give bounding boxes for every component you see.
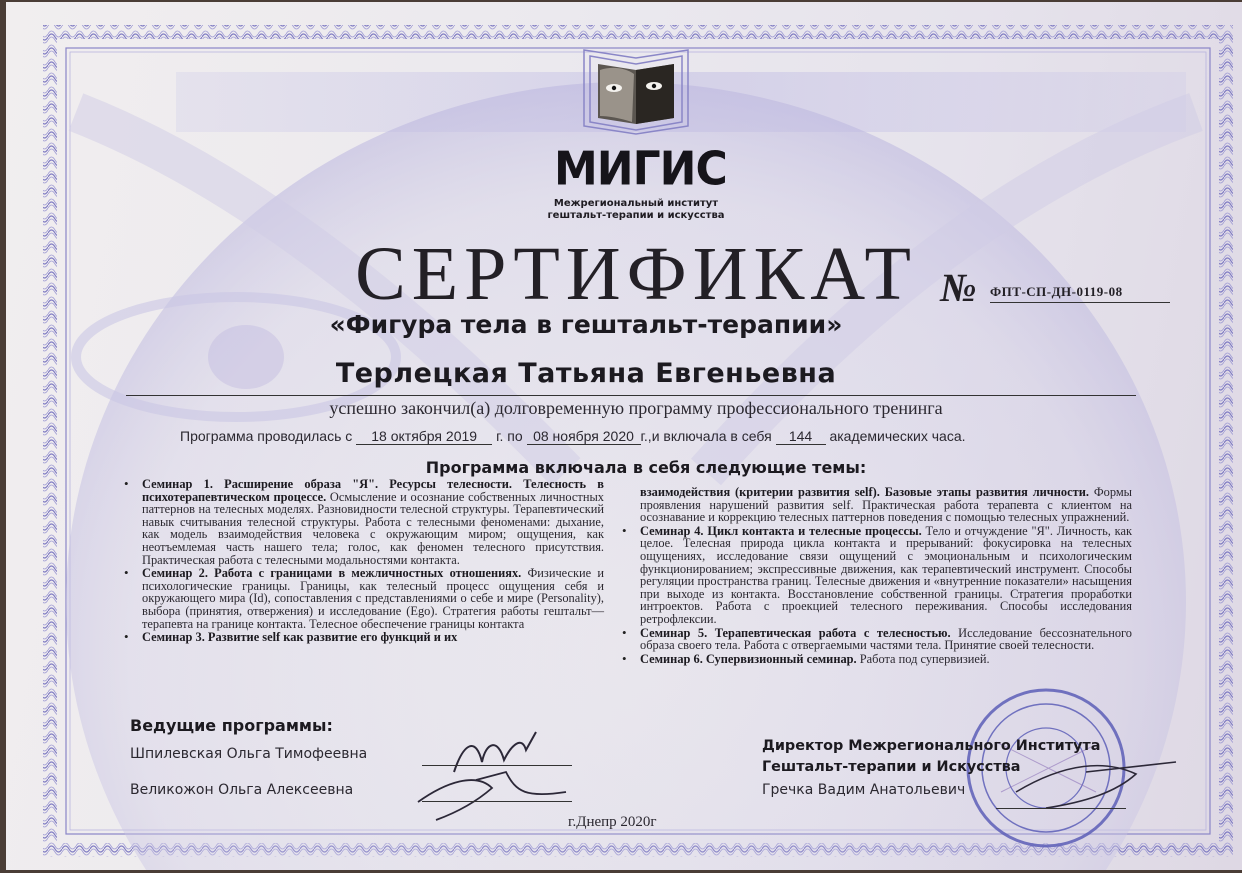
topics-left-column <box>122 478 604 645</box>
seminar-4-title: Семинар 4. Цикл контакта и телесные процессы. <box>640 523 922 538</box>
director-title <box>762 736 1142 778</box>
period-prefix: Программа проводилась с <box>180 428 353 444</box>
certificate-number: ФПТ-СП-ДН-0119-08 <box>990 284 1170 303</box>
seminar-4 <box>620 525 1132 626</box>
number-sign: № <box>940 265 977 310</box>
seminar-2-title: Семинар 2. Работа с границами в межличностных отношениях. <box>142 566 522 581</box>
seminar-5-title: Семинар 5. Терапевтическая работа с телесностью. <box>640 625 951 640</box>
seminar-3-continued <box>620 486 1132 524</box>
seminar-3 <box>122 631 604 644</box>
logo-subtitle-line2: гештальт-терапии и искусства <box>547 210 725 221</box>
logo-name: МИГИС <box>554 142 727 197</box>
director-title-line2: Гештальт-терапии и Искусства <box>762 759 1021 775</box>
program-period <box>180 428 1100 445</box>
director-title-line1: Директор Межрегионального Института <box>762 738 1101 754</box>
director-name: Гречка Вадим Анатольевич <box>762 782 966 798</box>
course-title: «Фигура тела в гештальт-терапии» <box>329 310 843 339</box>
open-book-faces-icon <box>576 36 696 146</box>
leader-2-name: Великожон Ольга Алексеевна <box>130 782 354 798</box>
seminar-2 <box>122 567 604 630</box>
seminar-3-body: Формы проявления нарушений развития self. Практическая работа терапевта с клиентом на осознавание и коррекцию телесных паттернов поведения с помощью телесных упражнений. <box>640 485 1132 525</box>
period-hours: 144 <box>776 428 826 445</box>
leader-1-name: Шпилевская Ольга Тимофеевна <box>130 746 368 762</box>
seminar-1-body: Осмысление и осознание собственных личностных паттернов на телесных моделях. Разновидности телесной структуры. Терапевтический навык считывания телесной структуры. Работа с телесными феноменами: дыхание, как модель взаимодействия человека с окружающим миром; ощущения, как неотъемлемая часть нашего тела; голос, как феномен телесного присутствия. Практическая работа с телесными модальностями контакта. <box>142 489 604 567</box>
recipient-name: Терлецкая Татьяна Евгеньевна <box>335 358 837 389</box>
seminar-1 <box>122 478 604 566</box>
period-hours-suffix: академических часа. <box>829 428 966 444</box>
certificate-title: СЕРТИФИКАТ <box>355 232 917 316</box>
seminar-4-body: Тело и отчуждение "Я". Личность, как целое. Телесная природа цикла контакта и прерываний: фокусировка на телесных ощущениях, исследование связи ощущений с эмоциональным и психологическим функционированием; экспрессивные движения, как терапевтический инструмент. Способы регуляции пространства границ. Телесные движения и «внутренние показатели» насыщения при выходе из контакта. Восстановление собственной границы. Стратегия проработки интроектов. Работа с проекцией телесного переживания. Способы исследования ретрофлексии. <box>640 523 1132 626</box>
seminar-5 <box>620 627 1132 652</box>
seminar-6 <box>620 653 1132 666</box>
topics-title: Программа включала в себя следующие темы: <box>425 458 867 477</box>
leaders-title: Ведущие программы: <box>130 716 333 735</box>
seminar-3-title: Семинар 3. Развитие self как развитие его функций и их <box>142 630 458 645</box>
period-start: 18 октября 2019 <box>356 428 492 445</box>
city-year: г.Днепр 2020г <box>568 814 657 830</box>
seminar-2-body: Физические и психологические границы. Границы, как телесный процесс ощущения себя и окружающего мира (Id), сопоставления с представлениями о себе и мире (Personality), выбора (принятия, отвержения) и исследование (Ego). Стратегия работы гештальт—терапевта на границе контакта. Телесное обеспечение границы контакта <box>142 566 605 631</box>
seminar-6-body: Работа под супервизией. <box>856 651 990 666</box>
logo-subtitle-line1: Межрегиональный институт <box>553 198 719 209</box>
completion-text: успешно закончил(а) долговременную программу профессионального тренинга <box>329 398 943 418</box>
period-by: по <box>507 428 523 444</box>
seminar-5-body: Исследование бессознательного образа своего тела. Работа с отвергаемыми частями тела. Принятие своей телесности. <box>640 625 1132 653</box>
leader-2-signature-line <box>422 801 572 802</box>
seminar-1-title: Семинар 1. Расширение образа "Я". Ресурсы телесности. Телесность в психотерапевтическом процессе. <box>142 477 604 504</box>
logo-subtitle <box>546 198 726 222</box>
seminar-3-title-cont: взаимодействия (критерии развития self). Базовые этапы развития личности. <box>640 485 1089 499</box>
leader-1-signature-line <box>422 765 572 766</box>
period-year-suffix: г. <box>496 428 504 444</box>
topics-right-column <box>620 486 1132 666</box>
period-included: г.,и включала в себя <box>640 428 772 444</box>
period-end: 08 ноября 2020 <box>527 428 641 445</box>
certificate-paper <box>6 2 1242 870</box>
director-signature-line <box>996 808 1126 809</box>
seminar-6-title: Семинар 6. Супервизионный семинар. <box>640 651 857 666</box>
recipient-underline <box>126 395 1136 396</box>
